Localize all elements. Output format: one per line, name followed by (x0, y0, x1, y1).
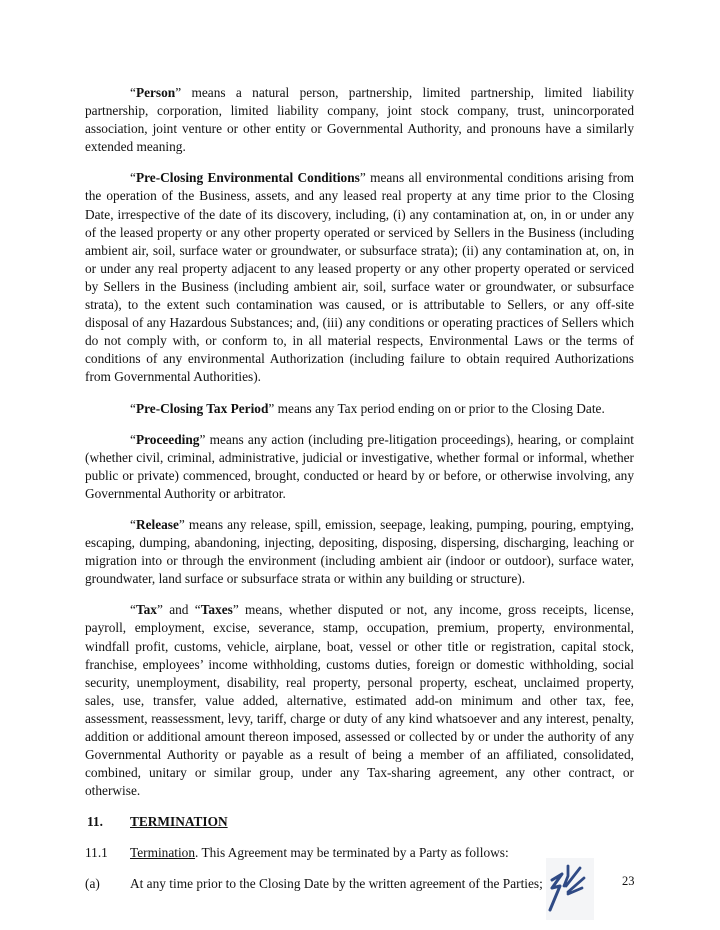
close-quote: ” (199, 431, 206, 447)
open-quote: “ (130, 431, 136, 447)
definition-text: means, whether disputed or not, any income, gross receipts, license, payroll, employment, excise, severance, stamp, occupation, premium, property, environmental, windfall profit, customs, vehicle, airplane, boat, vessel or other title or registration, capital stock, franchise, employees’ income withholding, customs duties, foreign or domestic withholding, social security, unemployment, disability, real property, personal property, escheat, unclaimed property, sales, use, transfer, value added, alternative, estimated add-on minimum and other tax, fee, assessment, reassessment, levy, tariff, charge or duty of any kind whatsoever and any interest, penalty, addition or additional amount thereon imposed, assessed or collected by or under the authority of any Governmental Authority or payable as a result of being a member of an affiliated, consolidated, combined, unitary or similar group, under any Tax-sharing agreement, any other contract, or otherwise. (85, 602, 634, 799)
open-quote: “ (130, 602, 136, 618)
definition-proceeding (85, 431, 634, 503)
definition-tax (85, 601, 634, 800)
section-title: TERMINATION (130, 814, 228, 830)
defined-term: Proceeding (135, 431, 200, 447)
open-quote: “ (130, 170, 136, 186)
definition-text: means any action (including pre-litigation proceedings), hearing, or complaint (whether civil, criminal, administrative, judicial or investigative, whether formal or informal, whether public or private) commenced, brought, conducted or heard by or before, or otherwise involving, any Governmental Authority or arbitrator. (85, 431, 634, 501)
defined-term: Tax (135, 602, 157, 618)
page-footer (540, 858, 660, 922)
close-quote: ” (359, 170, 366, 186)
definition-text: means all environmental conditions arising from the operation of the Business, assets, and any leased real property at any time prior to the Closing Date, irrespective of the date of its discovery, including, (i) any contamination at, on, in or under any of the leased property or any other property operated or serviced by Sellers in the Business (including ambient air, soil, surface water or groundwater, or subsurface strata); (ii) any contamination at, on, in or under any real property adjacent to any leased property or any other property operated or serviced by Sellers in the Business (including ambient air, soil, surface water or groundwater, or subsurface strata), to the extent such contamination was caused, or is attributable to Sellers, or any off-site disposal of any Hazardous Substances; and, (iii) any conditions or operating practices of Sellers which do not comply with, or conform to, in all material respects, Environmental Laws or the terms of conditions of any environmental Authorization (including failure to obtain required Authorizations from Governmental Authorities). (85, 170, 634, 385)
definition-pre-closing-tax-period (85, 400, 634, 418)
open-quote: “ (130, 516, 136, 532)
close-quote: ” (175, 85, 182, 100)
defined-term: Release (135, 516, 179, 532)
clause-body (130, 844, 509, 862)
section-number: 11. (87, 814, 103, 830)
close-quote: ” (268, 400, 275, 416)
initials-signature-icon (546, 858, 594, 920)
open-quote: “ (130, 400, 136, 416)
definition-pre-closing-environmental-conditions (85, 169, 634, 386)
definition-text: means any Tax period ending on or prior to the Closing Date. (274, 400, 605, 416)
clause-heading: Termination (130, 845, 196, 861)
defined-term: Pre-Closing Tax Period (135, 400, 269, 416)
definition-text: means any release, spill, emission, seepage, leaking, pumping, pouring, emptying, escaping, dumping, abandoning, injecting, depositing, disposing, dispersing, discharging, leaching or migration into or through the environment (including ambient air (indoor or outdoor), surface water, groundwater, land surface or subsurface strata or within any building or structure). (85, 516, 634, 587)
definition-person (85, 84, 634, 156)
document-page (85, 84, 634, 906)
definition-text: means a natural person, partnership, limited partnership, limited liability partnership, corporation, limited liability company, joint stock company, trust, unincorporated association, joint venture or other entity or Governmental Authority, and pronouns have a similarly extended meaning. (85, 85, 634, 155)
clause-text: At any time prior to the Closing Date by the written agreement of the Parties; (130, 876, 543, 892)
defined-term: Person (135, 85, 176, 100)
term-connector: and (162, 602, 195, 618)
definition-release (85, 516, 634, 588)
close-quote: ” (156, 602, 163, 618)
clause-number: 11.1 (85, 845, 108, 861)
open-quote: “ (130, 85, 136, 100)
defined-term: Pre-Closing Environmental Conditions (135, 170, 360, 186)
clause-number: (a) (85, 876, 100, 892)
close-quote: ” (178, 516, 185, 532)
section-heading-termination (85, 813, 634, 831)
close-quote: ” (232, 602, 239, 618)
clause-text: . This Agreement may be terminated by a Party as follows: (195, 845, 509, 861)
defined-term: Taxes (200, 602, 233, 618)
page-number: 23 (622, 874, 635, 888)
open-quote: “ (194, 602, 201, 618)
